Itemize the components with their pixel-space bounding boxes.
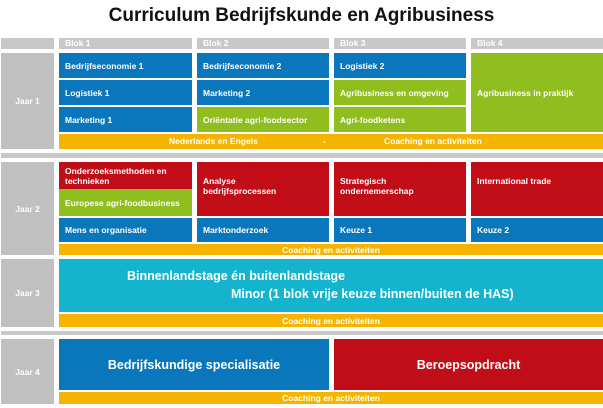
course-keuze-2: Keuze 2 (471, 218, 603, 242)
course-logistiek-1: Logistiek 1 (59, 80, 192, 105)
page-title: Curriculum Bedrijfskunde en Agribusiness (108, 5, 495, 26)
course-strategisch-ondernemerschap: Strategisch ondernemerschap (334, 162, 466, 216)
course-agri-foodketens: Agri-foodketens (334, 107, 466, 132)
course-mens-en-organisatie: Mens en organisatie (59, 218, 192, 242)
year3-band: Coaching en activiteiten (59, 314, 603, 327)
year1-band-dash: - (323, 136, 326, 146)
header-spacer (1, 38, 54, 49)
block-header-3: Blok 3 (334, 38, 466, 49)
course-europese-agri-foodbusiness: Europese agri-foodbusiness (59, 189, 192, 216)
course-agribusiness-en-omgeving: Agribusiness en omgeving (334, 80, 466, 105)
year-label-2: Jaar 2 (1, 162, 54, 255)
course-beroepsopdracht: Beroepsopdracht (334, 339, 603, 390)
year4-band: Coaching en activiteiten (59, 392, 603, 404)
year-separator (1, 153, 603, 158)
year1-band (59, 134, 603, 149)
year-label-4: Jaar 4 (1, 339, 54, 404)
course-bedrijfseconomie-1: Bedrijfseconomie 1 (59, 53, 192, 78)
year-separator (1, 331, 603, 335)
course-logistiek-2: Logistiek 2 (334, 53, 466, 78)
course-bedrijfseconomie-2: Bedrijfseconomie 2 (197, 53, 329, 78)
year3-stage-text: Binnenlandstage én buitenlandstage (127, 269, 346, 283)
course-international-trade: International trade (471, 162, 603, 216)
course-agribusiness-in-praktijk: Agribusiness in praktijk (471, 53, 603, 132)
course-marktonderzoek: Marktonderzoek (197, 218, 329, 242)
year3-minor-text: Minor (1 blok vrije keuze binnen/buiten de HAS) (231, 287, 514, 301)
year2-band: Coaching en activiteiten (59, 244, 603, 255)
course-onderzoeksmethoden: Onderzoeksmethoden en technieken (59, 162, 192, 189)
course-bedrijfskundige-specialisatie: Bedrijfskundige specialisatie (59, 339, 329, 390)
block-header-4: Blok 4 (471, 38, 603, 49)
course-marketing-2: Marketing 2 (197, 80, 329, 105)
year1-band-languages: Nederlands en Engels (169, 136, 258, 146)
year3-stage-minor-block (59, 259, 603, 312)
year-label-3: Jaar 3 (1, 259, 54, 327)
course-marketing-1: Marketing 1 (59, 107, 192, 132)
block-header-1: Blok 1 (59, 38, 192, 49)
course-analyse-bedrijfsprocessen: Analyse bedrijfsprocessen (197, 162, 329, 216)
course-orientatie-agri-foodsector: Oriëntatie agri-foodsector (197, 107, 329, 132)
course-keuze-1: Keuze 1 (334, 218, 466, 242)
year1-band-coaching: Coaching en activiteiten (384, 136, 482, 146)
block-header-2: Blok 2 (197, 38, 329, 49)
year-label-1: Jaar 1 (1, 53, 54, 149)
